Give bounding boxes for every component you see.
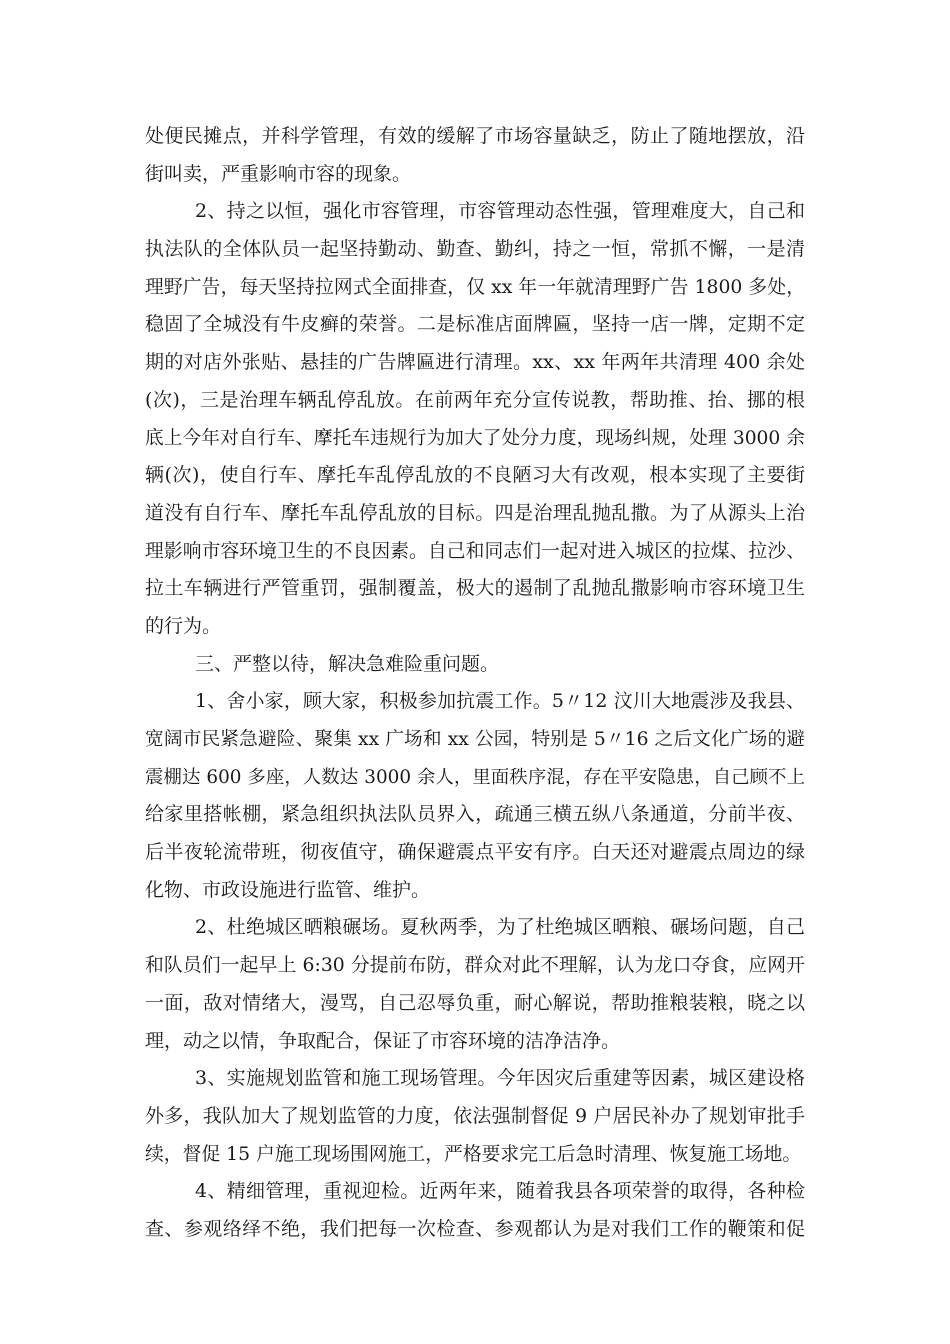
text-line: 的行为。 bbox=[145, 614, 222, 637]
text-line: 2、杜绝城区晒粮碾场。夏秋两季，为了杜绝城区晒粮、碾场问题，自己 bbox=[195, 916, 805, 939]
text-line: 震棚达 600 多座，人数达 3000 余人，里面秩序混，存在平安隐患，自己顾不上 bbox=[145, 766, 805, 788]
text-line: 稳固了全城没有牛皮癣的荣誉。二是标准店面牌匾，坚持一店一牌，定期不定 bbox=[145, 313, 805, 336]
text-line: 续，督促 15 户施工现场围网施工，严格要求完工后急时清理、恢复施工场地。 bbox=[145, 1143, 802, 1165]
text-line: 3、实施规划监管和施工现场管理。今年因灾后重建等因素，城区建设格 bbox=[195, 1067, 805, 1090]
text-line: 外多，我队加大了规划监管的力度，依法强制督促 9 户居民补办了规划审批手 bbox=[145, 1104, 805, 1127]
text-line: 拉土车辆进行严管重罚，强制覆盖，极大的遏制了乱抛乱撒影响市容环境卫生 bbox=[145, 577, 805, 600]
text-line: 理影响市容环境卫生的不良因素。自己和同志们一起对进入城区的拉煤、拉沙、 bbox=[145, 540, 805, 562]
document-body bbox=[145, 118, 805, 1249]
text-line: (次)，三是治理车辆乱停乱放。在前两年充分宣传说教，帮助推、抬、挪的根 bbox=[145, 388, 805, 411]
text-line: 1、舍小家，顾大家，积极参加抗震工作。5〃12 汶川大地震涉及我县、 bbox=[195, 690, 805, 713]
text-line: 辆(次)，使自行车、摩托车乱停乱放的不良陋习大有改观，根本实现了主要街 bbox=[145, 464, 805, 487]
text-line: 处便民摊点，并科学管理，有效的缓解了市场容量缺乏，防止了随地摆放，沿 bbox=[145, 125, 805, 147]
text-line: 期的对店外张贴、悬挂的广告牌匾进行清理。xx、xx 年两年共清理 400 余处 bbox=[145, 351, 805, 374]
text-line: 2、持之以恒，强化市容管理，市容管理动态性强，管理难度大，自己和 bbox=[195, 200, 805, 223]
text-line: 查、参观络绎不绝，我们把每一次检查、参观都认为是对我们工作的鞭策和促 bbox=[145, 1217, 805, 1240]
text-line: 给家里搭帐棚，紧急组织执法队员界入，疏通三横五纵八条通道，分前半夜、 bbox=[145, 803, 805, 826]
text-line: 执法队的全体队员一起坚持勤动、勤查、勤纠，持之一恒，常抓不懈，一是清 bbox=[145, 238, 805, 261]
text-line: 宽阔市民紧急避险、聚集 xx 广场和 xx 公园，特别是 5〃16 之后文化广场的避 bbox=[145, 729, 805, 750]
text-line: 后半夜轮流带班，彻夜值守，确保避震点平安有序。白天还对避震点周边的绿 bbox=[145, 841, 805, 864]
text-line: 化物、市政设施进行监管、维护。 bbox=[145, 878, 431, 901]
section-heading: 三、严整以待，解决急难险重问题。 bbox=[195, 652, 500, 675]
text-line: 底上今年对自行车、摩托车违规行为加大了处分力度，现场纠规，处理 3000 余 bbox=[145, 427, 805, 449]
text-line: 道没有自行车、摩托车乱停乱放的目标。四是治理乱抛乱撒。为了从源头上治 bbox=[145, 501, 805, 524]
text-line: 理野广告，每天坚持拉网式全面排查，仅 xx 年一年就清理野广告 1800 多处， bbox=[145, 276, 805, 298]
text-line: 4、精细管理，重视迎检。近两年来，随着我县各项荣誉的取得，各种检 bbox=[195, 1180, 805, 1203]
text-line: 街叫卖，严重影响市容的现象。 bbox=[145, 162, 412, 185]
text-line: 理，动之以情，争取配合，保证了市容环境的洁净洁净。 bbox=[145, 1029, 621, 1052]
text-line: 一面，敌对情绪大，漫骂，自己忍辱负重，耐心解说，帮助推粮装粮，晓之以 bbox=[145, 991, 805, 1014]
text-line: 和队员们一起早上 6:30 分提前布防，群众对此不理解，认为龙口夺食，应网开 bbox=[145, 955, 805, 977]
